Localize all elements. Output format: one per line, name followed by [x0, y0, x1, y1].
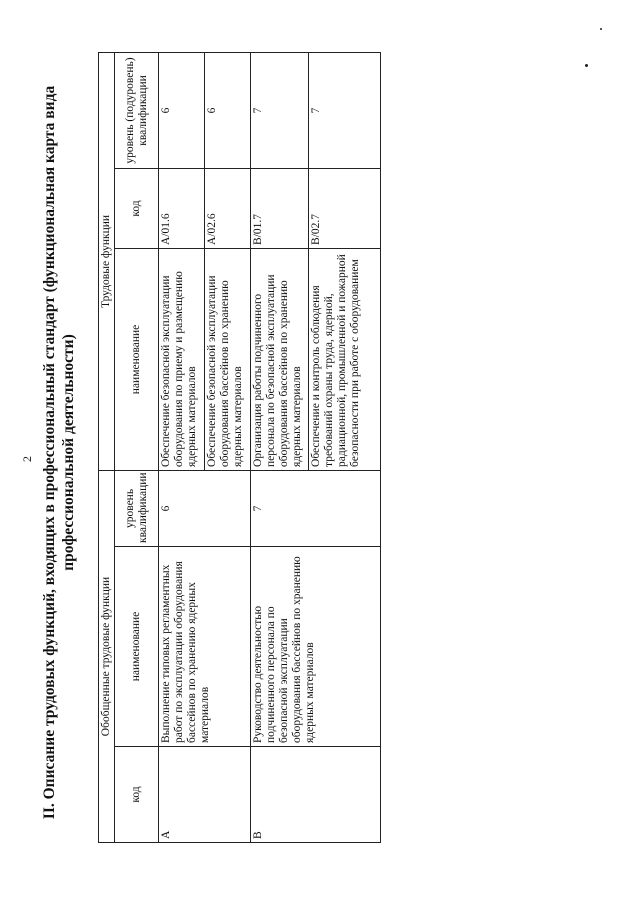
page-number: 2: [20, 456, 34, 462]
header-labor-functions: Трудовые функции: [99, 52, 115, 470]
table-row: [159, 52, 205, 842]
function-code: B/01.7: [251, 168, 309, 248]
group-level: 7: [251, 470, 381, 546]
title-line-1: II. Описание трудовых функций, входящих в профессиональный стандарт (функциональная карта вида: [41, 85, 58, 820]
header-row-1: [99, 52, 115, 842]
functional-map-table: [98, 52, 381, 843]
section-title: [40, 0, 78, 905]
header-qualification-level: уровень квалификации: [115, 470, 159, 546]
function-level: 7: [251, 52, 309, 168]
title-line-2: профессиональной деятельности): [60, 334, 77, 571]
function-name: Организация работы подчиненного персонала по безопасной эксплуатации оборудования бассейнов по хранению ядерных материалов: [251, 248, 309, 470]
function-code: A/01.6: [159, 168, 205, 248]
header-code-2: код: [115, 168, 159, 248]
group-name: Руководство деятельностью подчиненного персонала по безопасной эксплуатации оборудования бассейнов по хранению ядерных материалов: [251, 547, 381, 747]
header-sublevel-qualification: уровень (подуровень) квалификации: [115, 52, 159, 168]
header-code: код: [115, 747, 159, 843]
group-level: 6: [159, 470, 251, 546]
function-level: 6: [159, 52, 205, 168]
function-level: 7: [309, 52, 381, 168]
group-code: B: [251, 747, 381, 843]
function-code: B/02.7: [309, 168, 381, 248]
function-name: Обеспечение безопасной эксплуатации оборудования бассейнов по хранению ядерных материалов: [205, 248, 251, 470]
function-level: 6: [205, 52, 251, 168]
function-name: Обеспечение безопасной эксплуатации оборудования по приему и размещению ядерных материалов: [159, 248, 205, 470]
header-row-2: [115, 52, 159, 842]
header-name: наименование: [115, 547, 159, 747]
header-generalized-functions: Обобщенные трудовые функции: [99, 470, 115, 842]
group-code: A: [159, 747, 251, 843]
function-name: Обеспечение и контроль соблюдения требований охраны труда, ядерной, радиационной, промышленной и пожарной безопасности при работе с оборудованием: [309, 248, 381, 470]
scan-speck: [600, 28, 602, 30]
function-code: A/02.6: [205, 168, 251, 248]
table-row: [251, 52, 309, 842]
group-name: Выполнение типовых регламентных работ по эксплуатации оборудования бассейнов по хранению ядерных материалов: [159, 547, 251, 747]
scan-speck: [585, 64, 588, 67]
header-name-2: наименование: [115, 248, 159, 470]
